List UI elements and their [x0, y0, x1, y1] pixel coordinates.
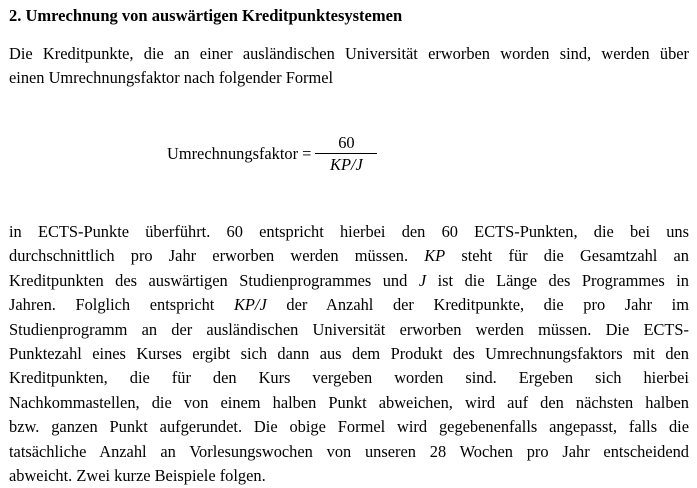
variable-term: KP/J: [233, 295, 267, 315]
body-line: abweicht. Zwei kurze Beispiele folgen.: [9, 465, 266, 485]
body-line: durchschnittlich pro Jahr erworben werden müssen. KP steht für die Gesamtzahl an: [9, 246, 689, 266]
body-line: Nachkommastellen, die von einem halben Punkt abweichen, wird auf den nächsten halben: [9, 392, 689, 412]
body-line: Kreditpunkten des auswärtigen Studienprogrammes und J ist die Länge des Programmes in: [9, 270, 689, 290]
conversion-formula: [167, 133, 377, 175]
body-line: Jahren. Folglich entspricht KP/J der Anzahl der Kreditpunkte, die pro Jahr im: [9, 295, 689, 315]
body-line: Studienprogramm an der ausländischen Universität erworben werden müssen. Die ECTS-: [9, 319, 689, 339]
section-heading: 2. Umrechnung von auswärtigen Kreditpunktesystemen: [9, 6, 403, 25]
body-line: Kreditpunkten, die für den Kurs vergeben worden sind. Ergeben sich hierbei: [9, 368, 689, 388]
variable-term: KP: [424, 246, 446, 266]
variable-term: J: [418, 270, 427, 290]
body-line: bzw. ganzen Punkt aufgerundet. Die obige Formel wird gegebenenfalls angepasst, falls die: [9, 417, 689, 437]
body-paragraph: [9, 220, 689, 488]
intro-line: einen Umrechnungsfaktor nach folgender Formel: [9, 68, 334, 88]
formula-numerator: 60: [338, 133, 355, 152]
intro-line: Die Kreditpunkte, die an einer ausländischen Universität erworben worden sind, werden über: [9, 44, 689, 63]
formula-lhs: Umrechnungsfaktor =: [167, 144, 312, 163]
formula-denominator: KP/J: [330, 155, 363, 174]
body-line: in ECTS-Punkte überführt. 60 entspricht hierbei den 60 ECTS-Punkten, die bei uns: [9, 222, 689, 241]
body-line: Punktezahl eines Kurses ergibt sich dann aus dem Produkt des Umrechnungsfaktors mit den: [9, 343, 689, 363]
intro-paragraph: [9, 42, 689, 91]
formula-fraction: [315, 133, 377, 175]
body-line: tatsächliche Anzahl an Vorlesungswochen von unseren 28 Wochen pro Jahr entscheidend: [9, 441, 689, 461]
